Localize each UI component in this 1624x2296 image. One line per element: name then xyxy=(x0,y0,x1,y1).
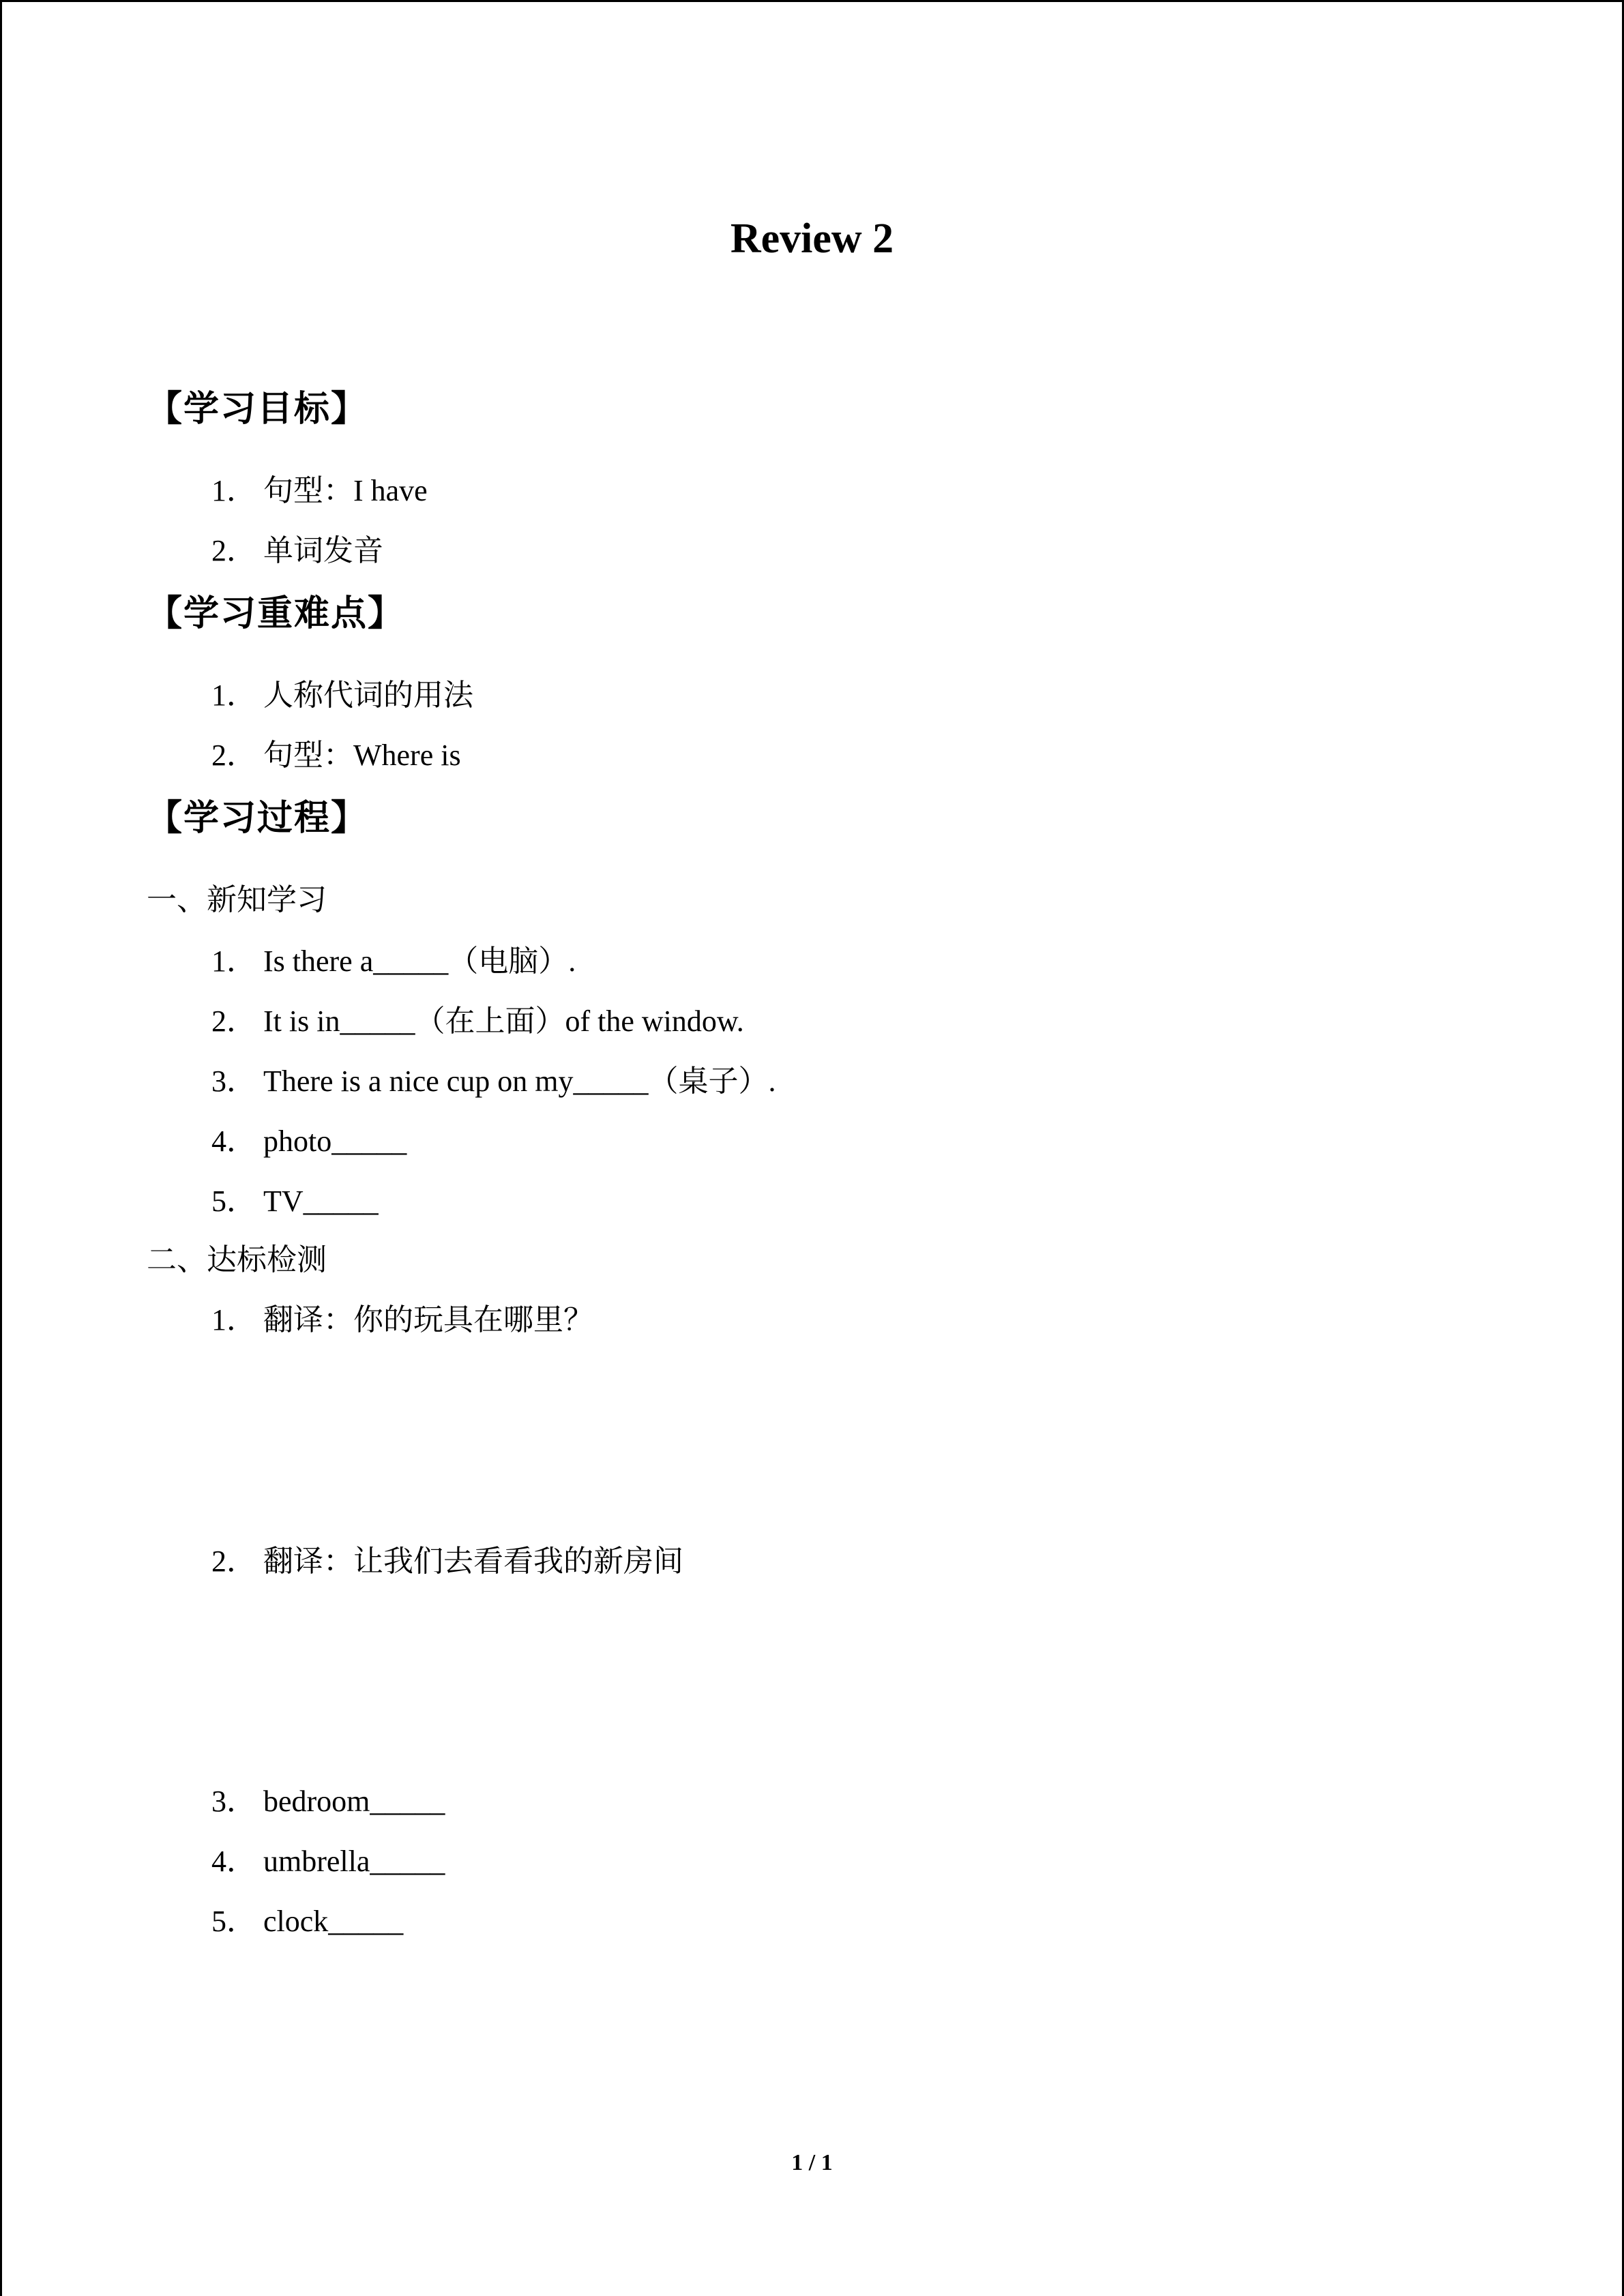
item-text: Is there a_____（电脑）. xyxy=(263,944,576,978)
list-item xyxy=(211,1121,407,1162)
list-item xyxy=(211,1181,379,1222)
item-number: 1． xyxy=(211,679,256,712)
document-title: Review 2 xyxy=(730,215,894,262)
list-item xyxy=(211,1901,403,1942)
list-item xyxy=(211,1300,593,1341)
section-heading-key-points: 【学习重难点】 xyxy=(147,593,405,634)
item-text: 句型：Where is xyxy=(263,739,461,772)
item-number: 1． xyxy=(211,474,256,507)
subsection-label-new-knowledge: 一、新知学习 xyxy=(147,883,327,916)
item-text: photo_____ xyxy=(263,1124,407,1158)
item-number: 3． xyxy=(211,1064,256,1098)
list-item xyxy=(211,1001,744,1042)
item-number: 5． xyxy=(211,1905,256,1938)
item-number: 2． xyxy=(211,1545,256,1578)
item-number: 4． xyxy=(211,1124,256,1158)
item-number: 5． xyxy=(211,1184,256,1218)
item-text: 翻译：让我们去看看我的新房间 xyxy=(263,1545,683,1578)
item-number: 2． xyxy=(211,1004,256,1038)
list-item xyxy=(211,675,473,716)
item-number: 3． xyxy=(211,1785,256,1818)
section-heading-objectives: 【学习目标】 xyxy=(147,389,368,430)
item-text: 翻译：你的玩具在哪里？ xyxy=(263,1303,593,1337)
subsection-label-assessment: 二、达标检测 xyxy=(147,1243,327,1277)
item-number: 2． xyxy=(211,534,256,567)
item-number: 2． xyxy=(211,739,256,772)
page-number: 1 / 1 xyxy=(791,2150,833,2175)
page-border-left xyxy=(0,0,2,2296)
item-number: 1． xyxy=(211,1303,256,1337)
item-text: 单词发音 xyxy=(263,534,383,567)
item-text: There is a nice cup on my_____（桌子）. xyxy=(263,1064,776,1098)
list-item xyxy=(211,1061,776,1102)
item-text: TV_____ xyxy=(263,1184,379,1218)
list-item xyxy=(211,941,576,982)
section-heading-process: 【学习过程】 xyxy=(147,798,368,839)
item-text: It is in_____（在上面）of the window. xyxy=(263,1004,744,1038)
item-text: bedroom_____ xyxy=(263,1785,445,1818)
page-border-top xyxy=(0,0,1624,2)
item-text: umbrella_____ xyxy=(263,1845,445,1878)
list-item xyxy=(211,531,383,571)
list-item xyxy=(211,735,461,776)
item-text: 句型：I have xyxy=(263,474,428,507)
item-text: 人称代词的用法 xyxy=(263,679,473,712)
list-item xyxy=(211,1841,445,1882)
item-number: 1． xyxy=(211,944,256,978)
list-item xyxy=(211,1541,683,1582)
list-item xyxy=(211,1781,445,1822)
item-text: clock_____ xyxy=(263,1905,404,1938)
item-number: 4． xyxy=(211,1845,256,1878)
list-item xyxy=(211,471,428,511)
